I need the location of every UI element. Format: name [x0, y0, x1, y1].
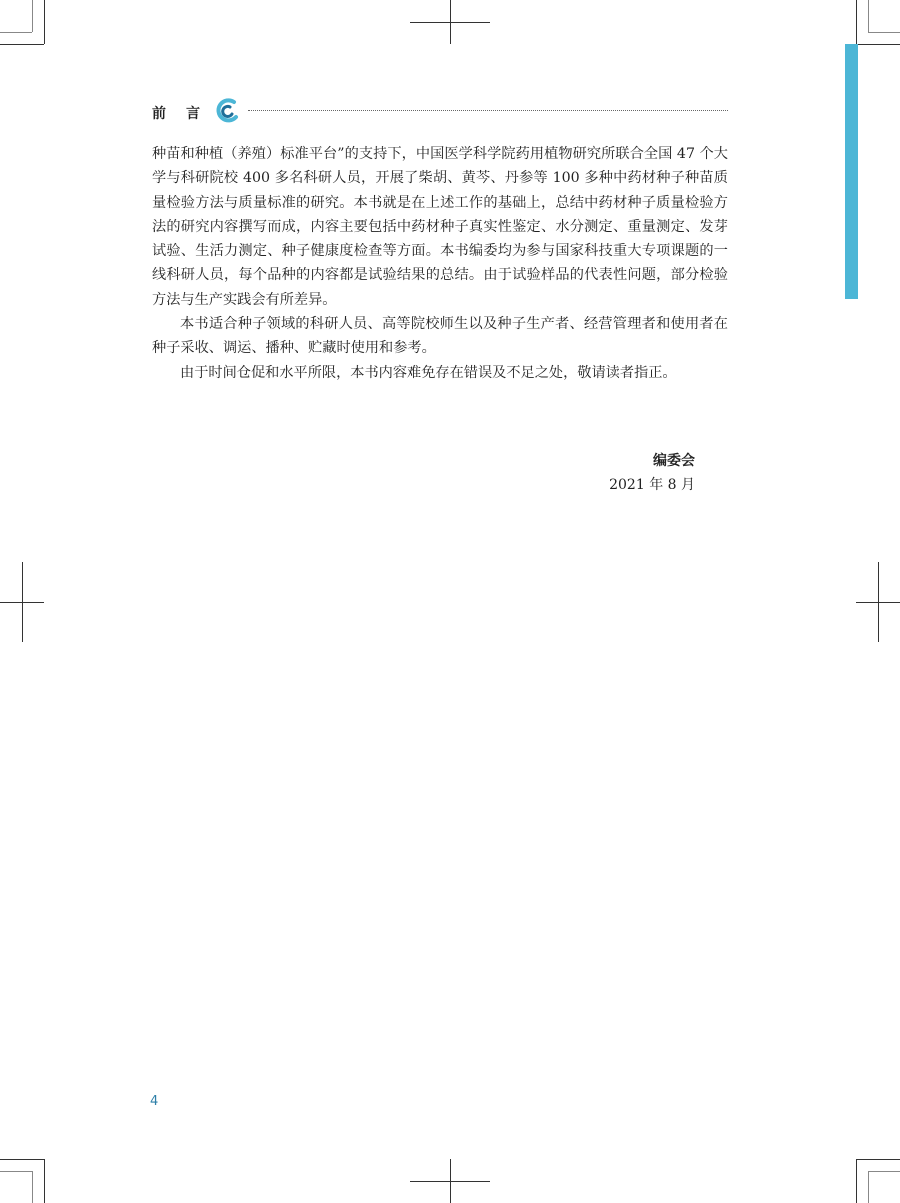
running-header [152, 98, 728, 128]
crop-mark [32, 0, 33, 32]
crop-mark [856, 1159, 900, 1160]
signature-author: 编委会 [653, 453, 695, 469]
section-title: 前言 [152, 106, 220, 122]
header-dotted-rule [248, 110, 728, 111]
crop-mark [856, 0, 857, 44]
crop-mark [0, 44, 44, 45]
side-color-tab [845, 44, 858, 299]
signature-date: 2021 年 8 月 [609, 477, 695, 493]
crop-mark [450, 1159, 451, 1203]
crop-mark [44, 1159, 45, 1203]
crop-mark [856, 44, 900, 45]
paragraph: 种苗和种植（养殖）标准平台”的支持下，中国医学科学院药用植物研究所联合全国 47 个大学与科研院校 400 多名科研人员，开展了柴胡、黄芩、丹参等 100 多种中药材种子种苗质量检验方法与质量标准的研究。本书就是在上述工作的基础上，总结中药材种子质量检验方法的研究内容撰写而成，内容主要包括中药材种子真实性鉴定、水分测定、重量测定、发芽试验、生活力测定、种子健康度检查等方面。本书编委均为参与国家科技重大专项课题的一线科研人员，每个品种的内容都是试验结果的总结。由于试验样品的代表性问题，部分检验方法与生产实践会有所差异。 [152, 146, 728, 308]
crop-mark [32, 1171, 33, 1203]
crop-mark [868, 32, 900, 33]
crop-mark [868, 0, 869, 32]
paragraph: 本书适合种子领域的科研人员、高等院校师生以及种子生产者、经营管理者和使用者在种子采收、调运、播种、贮藏时使用和参考。 [152, 316, 728, 357]
crop-mark [868, 1171, 869, 1203]
crop-mark [450, 0, 451, 44]
crop-mark [22, 562, 23, 642]
crop-mark [0, 1159, 44, 1160]
crop-mark [0, 32, 32, 33]
crop-mark [44, 0, 45, 44]
page-number: 4 [150, 1094, 159, 1109]
crop-mark [868, 1171, 900, 1172]
paragraph: 由于时间仓促和水平所限，本书内容难免存在错误及不足之处，敬请读者指正。 [180, 364, 677, 381]
crop-mark [878, 562, 879, 642]
crop-mark [0, 1171, 32, 1172]
crop-mark [856, 1159, 857, 1203]
preface-body [152, 142, 728, 385]
blue-swirl-logo-icon [214, 98, 240, 124]
